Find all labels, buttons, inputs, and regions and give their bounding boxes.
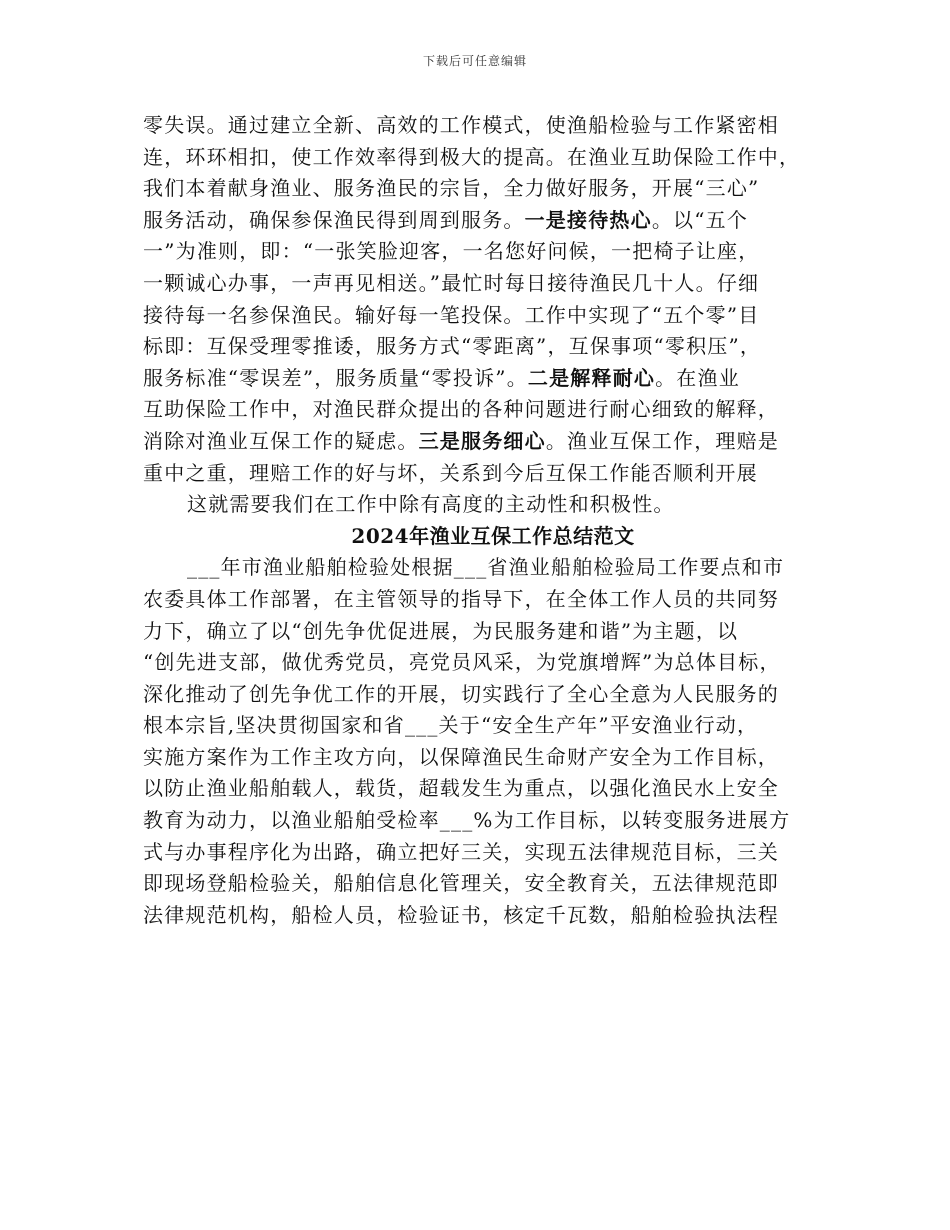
text-run: 。渔业互保工作，理赔是: [545, 428, 780, 453]
text-line: 重中之重，理赔工作的好与坏，关系到今后互保工作能否顺利开展: [143, 460, 758, 485]
text-line: 教育为动力，以渔业船舶受检率___%为工作目标，以转变服务进展方: [143, 808, 791, 833]
text-line: [143, 363, 823, 395]
text-line: 互助保险工作中，对渔民群众提出的各种问题进行耐心细致的解释，: [143, 397, 779, 422]
text-line: 一”为准则，即：“一张笑脸迎客，一名您好问候，一把椅子让座，: [143, 239, 760, 264]
text-line: 实施方案作为工作主攻方向，以保障渔民生命财产安全为工作目标，: [143, 744, 779, 769]
document-body: [143, 110, 823, 931]
text-line: 零失误。通过建立全新、高效的工作模式，使渔船检验与工作紧密相: [143, 113, 779, 137]
text-line: 力下，确立了以“创先争优促进展，为民服务建和谐”为主题，以: [143, 618, 739, 643]
text-line: 根本宗旨,坚决贯彻国家和省___关于“安全生产年”平安渔业行动，: [143, 713, 759, 738]
text-run: 消除对渔业互保工作的疑虑。: [143, 428, 419, 453]
bold-heading-explanation: 二是解释耐心: [527, 365, 656, 390]
text-line: “创先进支部，做优秀党员，亮党员风采，为党旗增辉”为总体目标，: [143, 650, 781, 675]
bold-heading-reception: 一是接待热心: [524, 207, 652, 232]
page-header: 下载后可任意编辑: [422, 54, 527, 68]
text-line: [143, 205, 823, 237]
text-run: 服务活动，确保参保渔民得到周到服务。: [143, 207, 525, 232]
text-run: 。在渔业: [655, 365, 740, 390]
text-line: 接待每一名参保渔民。输好每一笔投保。工作中实现了“五个零”目: [143, 302, 760, 327]
section-title: 2024年渔业互保工作总结范文: [351, 523, 635, 548]
text-line: ___年市渔业船舶检验处根据___省渔业船舶检验局工作要点和市: [187, 555, 785, 580]
text-line: 即现场登船检验关，船舶信息化管理关，安全教育关，五法律规范即: [143, 871, 779, 896]
text-run: 。以“五个: [651, 207, 749, 232]
text-line: 法律规范机构，船检人员，检验证书，核定千瓦数，船舶检验执法程: [143, 902, 779, 927]
text-line: 式与办事程序化为出路，确立把好三关，实现五法律规范目标，三关: [143, 839, 779, 864]
text-line: 标即：互保受理零推诿，服务方式“零距离”，互保事项“零积压”，: [143, 334, 762, 359]
text-line: 我们本着献身渔业、服务渔民的宗旨，全力做好服务，开展“三心”: [143, 176, 760, 201]
text-line: 农委具体工作部署，在主管领导的指导下，在全体工作人员的共同努: [143, 586, 779, 611]
text-line: 以防止渔业船舶载人，载货，超载发生为重点，以强化渔民水上安全: [143, 776, 779, 801]
text-line: 连，环环相扣，使工作效率得到极大的提高。在渔业互助保险工作中，: [143, 144, 801, 169]
text-run: 服务标准“零误差”，服务质量“零投诉”。: [143, 365, 528, 390]
text-line: 一颗诚心办事，一声再见相送。”最忙时每日接待渔民几十人。仔细: [143, 270, 760, 295]
text-line: [143, 426, 823, 458]
text-line: 这就需要我们在工作中除有高度的主动性和积极性。: [187, 492, 675, 517]
bold-heading-service: 三是服务细心: [418, 428, 546, 453]
text-line: 深化推动了创先争优工作的开展，切实践行了全心全意为人民服务的: [143, 681, 779, 706]
